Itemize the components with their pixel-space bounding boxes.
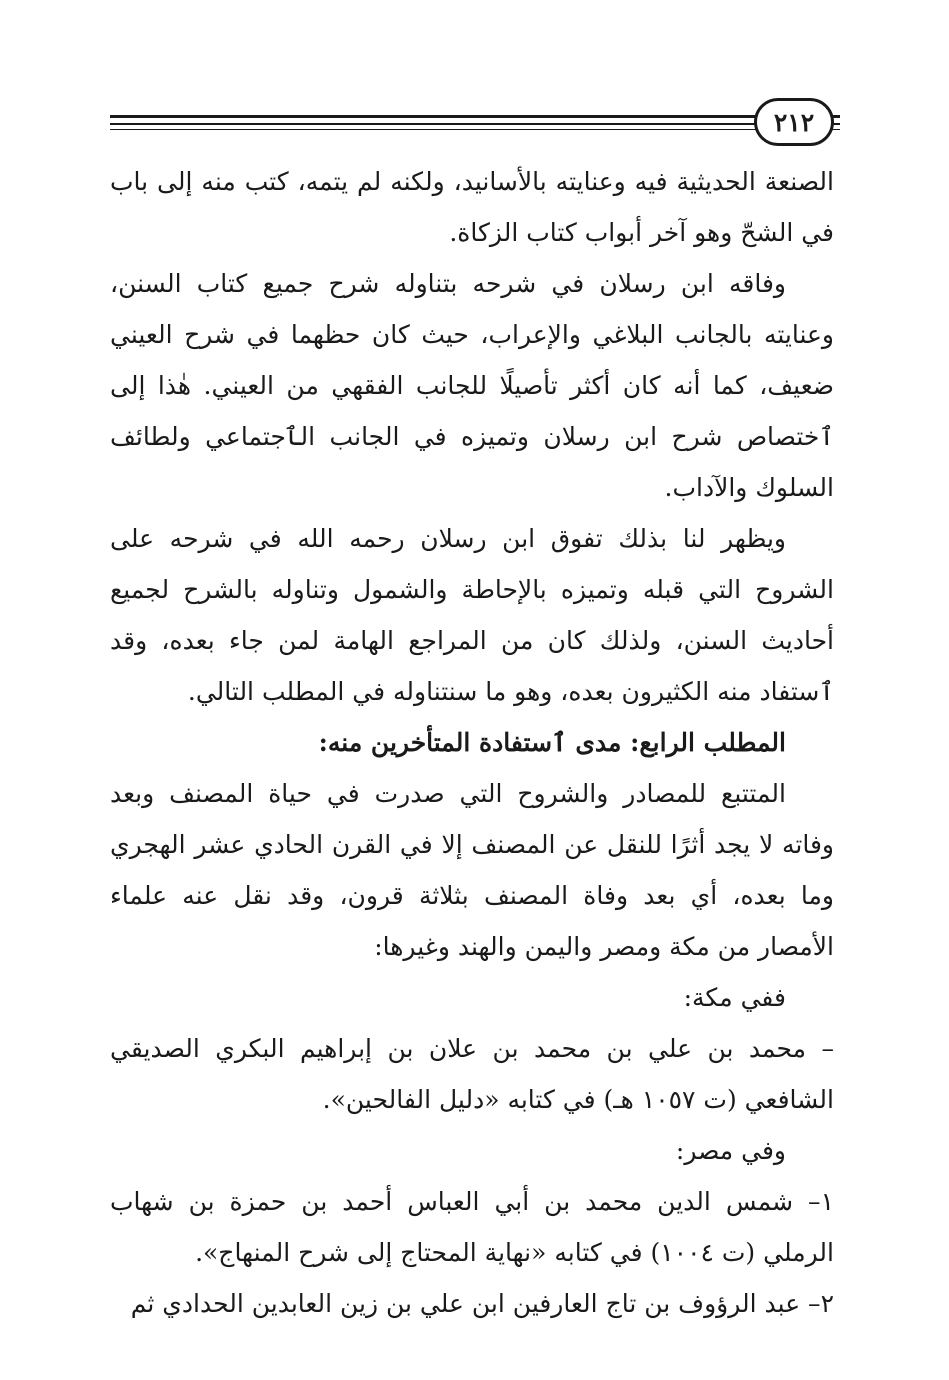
page-body — [110, 156, 834, 1329]
header-rule-thick — [110, 115, 840, 118]
subheading-mecca: ففي مكة: — [683, 983, 786, 1012]
section-heading: المطلب الرابع: مدى ٱستفادة المتأخرين منه: — [318, 728, 786, 757]
paragraph-continuation: الصنعة الحديثية فيه وعنايته بالأسانيد، ولكنه لم يتمه، كتب منه إلى باب في الشحّ وهو آخر أبواب كتاب الزكاة. — [110, 167, 834, 247]
header-rule-thin — [110, 129, 840, 130]
page-number: ٢١٢ — [754, 98, 834, 146]
list-item-egypt-1: ١– شمس الدين محمد بن أبي العباس أحمد بن حمزة بن شهاب الرملي (ت ١٠٠٤) في كتابه «نهاية المحتاج إلى شرح المنهاج». — [110, 1187, 834, 1267]
list-item-mecca-1: – محمد بن علي بن محمد بن علان بن إبراهيم البكري الصديقي الشافعي (ت ١٠٥٧ هـ) في كتابه «دليل الفالحين». — [110, 1034, 834, 1114]
header-rule-middle — [110, 123, 840, 125]
page-header — [110, 98, 840, 154]
paragraph-sources: المتتبع للمصادر والشروح التي صدرت في حياة المصنف وبعد وفاته لا يجد أثرًا للنقل عن المصنف إلا في القرن الحادي عشر الهجري وما بعده، أي بعد وفاة المصنف بثلاثة قرون، وقد نقل عنه علماء الأمصار من مكة ومصر واليمن والهند وغيرها: — [110, 779, 834, 961]
paragraph-comparison: وفاقه ابن رسلان في شرحه بتناوله شرح جميع كتاب السنن، وعنايته بالجانب البلاغي والإعراب، حيث كان حظهما في شرح العيني ضعيف، كما أنه كان أكثر تأصيلًا للجانب الفقهي من العيني. هٰذا إلى ٱختصاص شرح ابن رسلان وتميزه في الجانب الٱجتماعي ولطائف السلوك والآداب. — [110, 269, 834, 502]
paragraph-superiority: ويظهر لنا بذلك تفوق ابن رسلان رحمه الله في شرحه على الشروح التي قبله وتميزه بالإحاطة والشمول وتناوله بالشرح لجميع أحاديث السنن، ولذلك كان من المراجع الهامة لمن جاء بعده، وقد ٱستفاد منه الكثيرون بعده، وهو ما سنتناوله في المطلب التالي. — [110, 524, 834, 706]
subheading-egypt: وفي مصر: — [675, 1136, 786, 1165]
list-item-egypt-2: ٢– عبد الرؤوف بن تاج العارفين ابن علي بن زين العابدين الحدادي ثم — [130, 1289, 834, 1318]
